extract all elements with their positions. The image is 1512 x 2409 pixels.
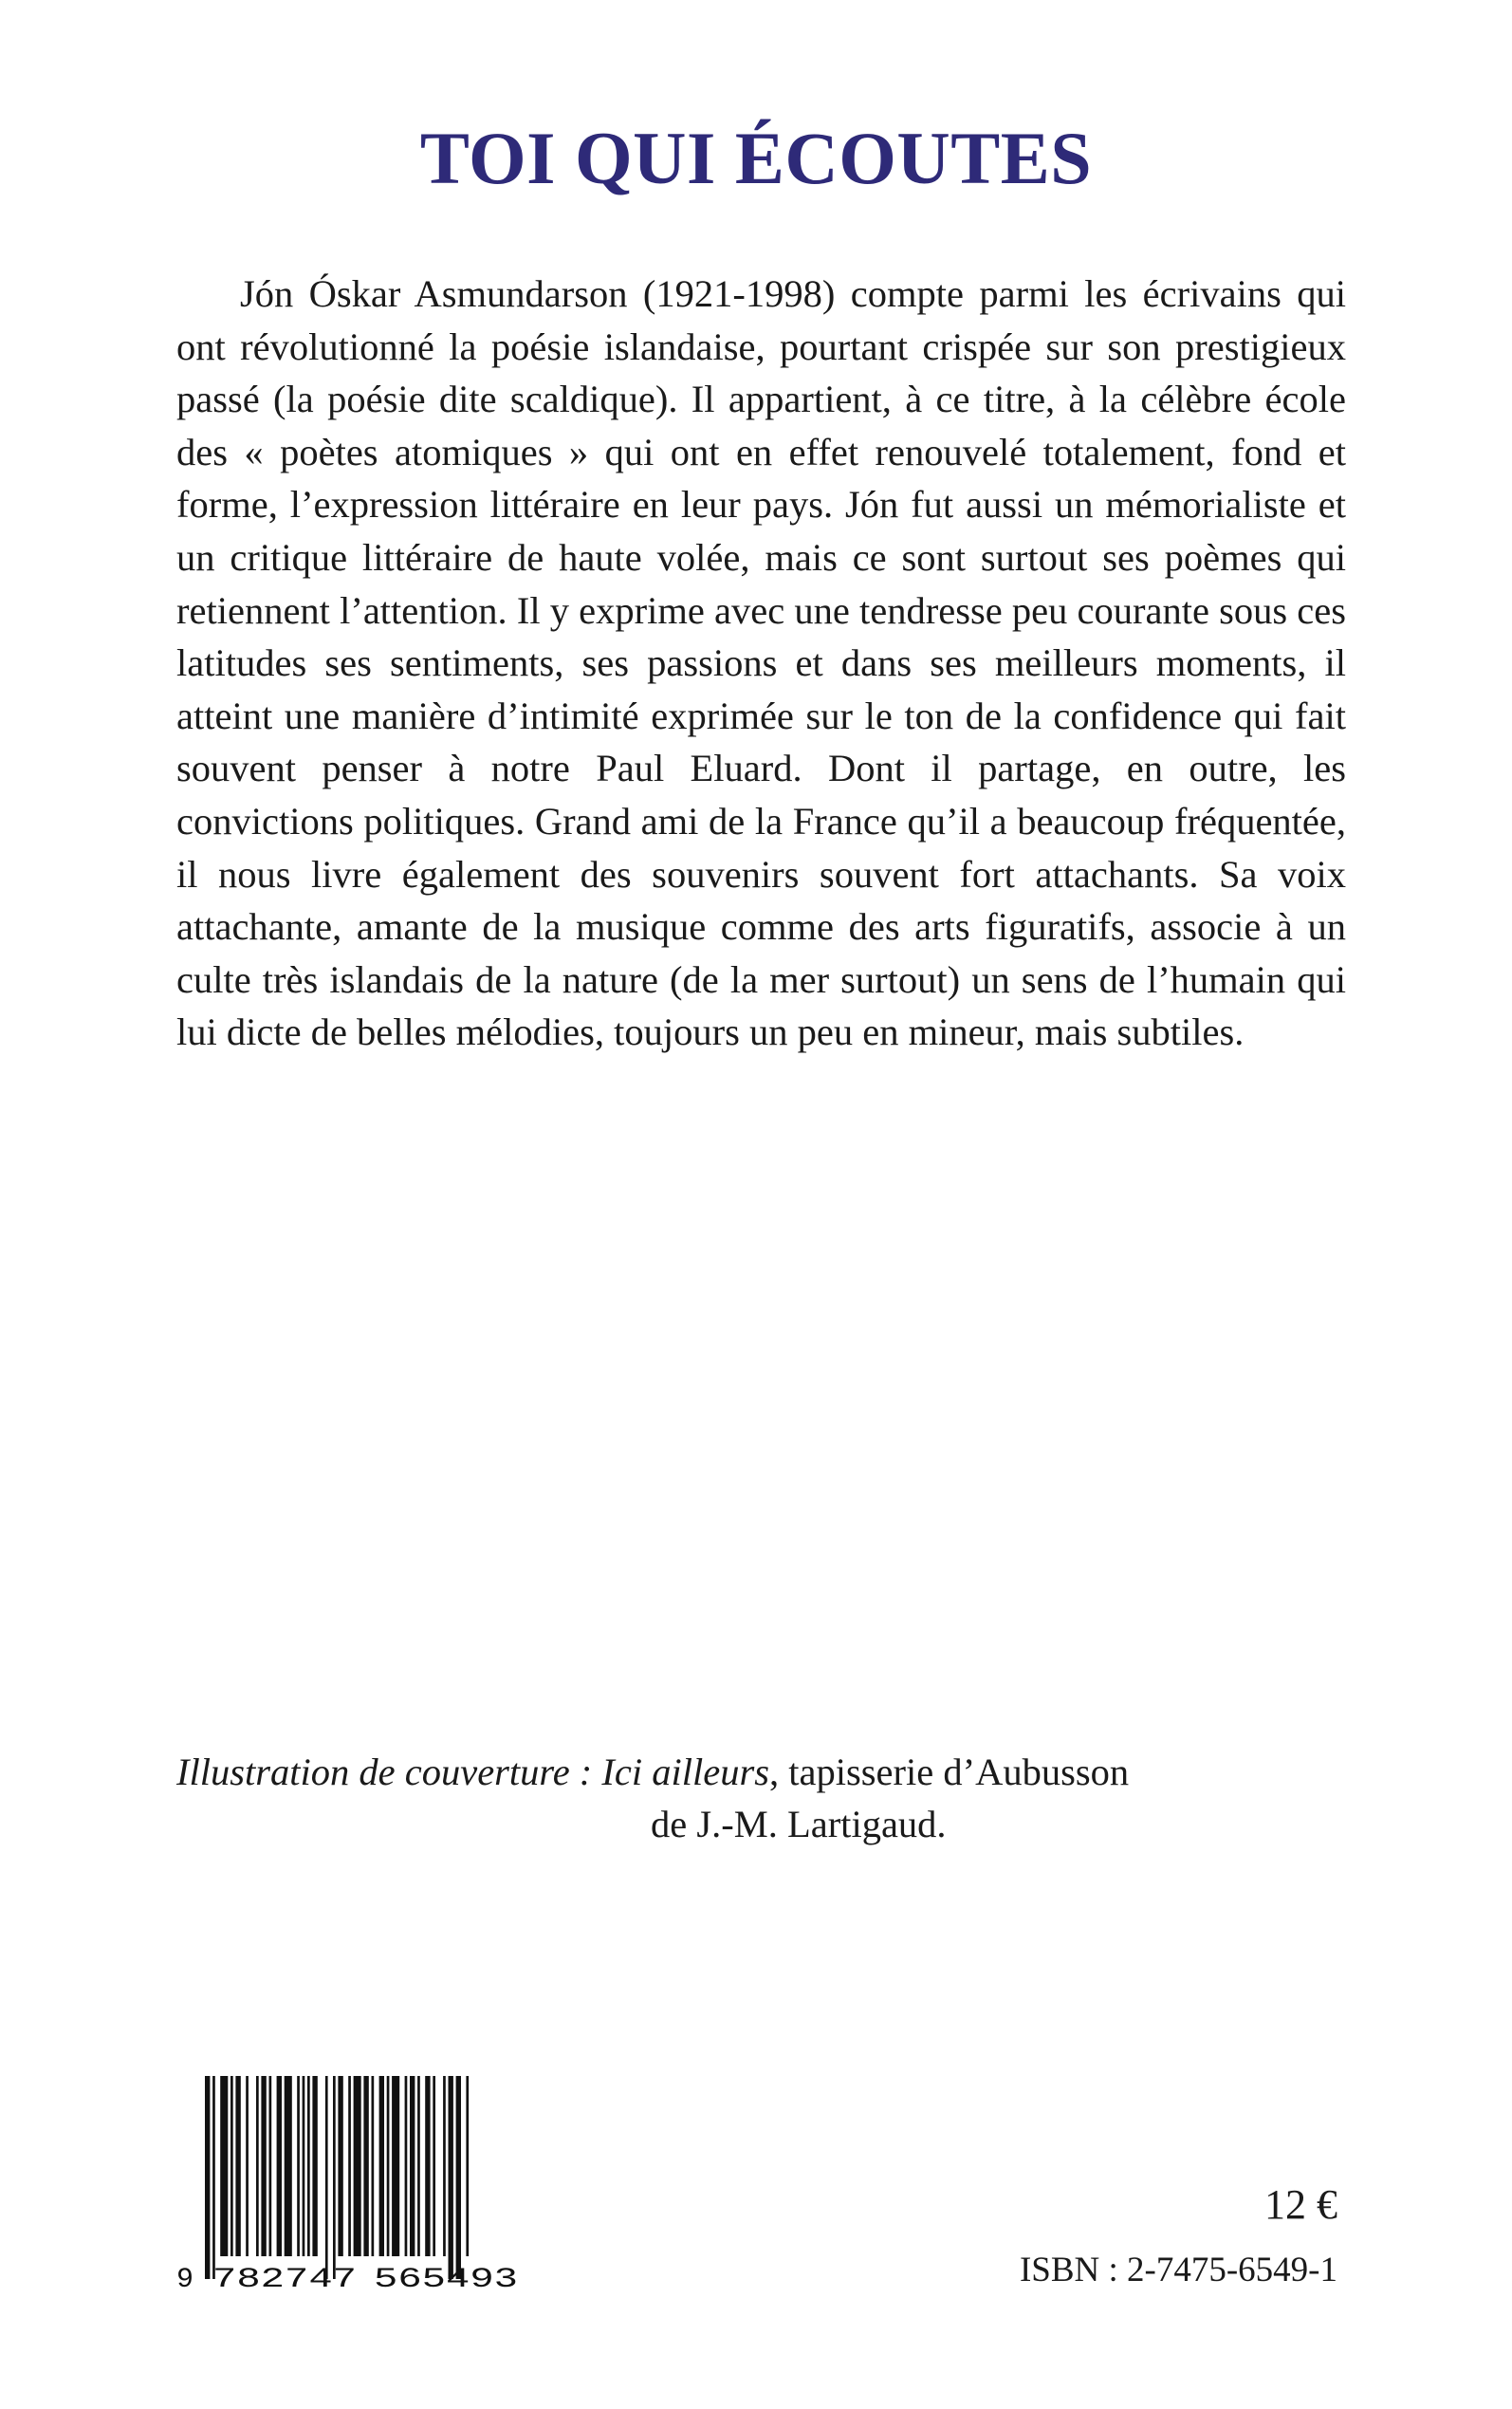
barcode-bar <box>392 2076 399 2256</box>
barcode-bar <box>354 2076 361 2256</box>
barcode-bar <box>277 2076 282 2256</box>
barcode-bar <box>285 2076 292 2256</box>
price: 12 € <box>1264 2181 1337 2228</box>
barcode-bar <box>256 2076 259 2256</box>
barcode-bar <box>220 2076 228 2256</box>
barcode <box>176 2076 558 2294</box>
book-blurb: Jón Óskar Asmundarson (1921-1998) compte parmi les écrivains qui ont révolutionné la poésie islandaise, pourtant crispée sur son prestigieux passé (la poésie dite scaldique). Il appartient, à ce titre, à la célèbre école des « poètes atomiques » qui ont en effet renouvelé totalement, fond et forme, l’expression littéraire en leur pays. Jón fut aussi un mémorialiste et un critique littéraire de haute volée, mais ce sont surtout ses poèmes qui retiennent l’attention. Il y exprime avec une tendresse peu courante sous ces latitudes ses sentiments, ses passions et dans ses meilleurs moments, il atteint une manière d’intimité exprimée sur le ton de la confidence qui fait souvent penser à notre Paul Eluard. Dont il partage, en outre, les convictions politiques. Grand ami de la France qu’il a beaucoup fréquentée, il nous livre également des souvenirs souvent fort attachants. Sa voix attachante, amante de la musique comme des arts figuratifs, associe à un culte très islandais de la nature (de la mer surtout) un sens de l’humain qui lui dicte de belles mélodies, toujours un peu en mineur, mais subtiles. <box>176 272 1346 1054</box>
barcode-bar <box>363 2076 368 2256</box>
barcode-bar <box>303 2076 305 2256</box>
barcode-bar <box>212 2076 215 2279</box>
barcode-bar <box>449 2076 453 2279</box>
barcode-bar <box>312 2076 317 2256</box>
barcode-bar <box>333 2076 336 2279</box>
credit-rest: , tapisserie d’Aubusson <box>769 1751 1130 1793</box>
isbn: ISBN : 2-7475-6549-1 <box>1019 2251 1337 2289</box>
barcode-bar <box>261 2076 266 2256</box>
barcode-bar <box>348 2076 351 2256</box>
credit-line-1 <box>176 1746 1346 1798</box>
credit-line-2: de J.-M. Lartigaud. <box>651 1803 947 1845</box>
barcode-bar <box>325 2076 328 2279</box>
barcode-bar <box>235 2076 240 2256</box>
barcode-bar <box>307 2076 310 2256</box>
barcode-digits-left: 782747 <box>212 2264 357 2294</box>
barcode-bars <box>205 2076 469 2279</box>
barcode-bar <box>297 2076 300 2256</box>
artwork-title: Ici ailleurs <box>601 1751 770 1793</box>
barcode-bar <box>205 2076 210 2279</box>
barcode-bar <box>433 2076 435 2256</box>
barcode-bar <box>269 2076 272 2256</box>
barcode-digits-right: 565493 <box>374 2264 518 2294</box>
barcode-bar <box>456 2076 461 2279</box>
barcode-bar <box>466 2076 469 2256</box>
barcode-bar <box>443 2076 446 2256</box>
barcode-bar <box>410 2076 415 2256</box>
credit-label: Illustration de couverture : <box>176 1751 602 1793</box>
barcode-bar <box>425 2076 430 2256</box>
barcode-digit-first: 9 <box>176 2264 194 2294</box>
barcode-bar <box>379 2076 384 2256</box>
barcode-bar <box>387 2076 390 2256</box>
barcode-bar <box>338 2076 342 2256</box>
barcode-bar <box>405 2076 408 2256</box>
cover-illustration-credit <box>176 1746 1346 1850</box>
barcode-bar <box>246 2076 249 2256</box>
barcode-bar <box>417 2076 420 2256</box>
barcode-bar <box>372 2076 375 2256</box>
book-title: TOI QUI ÉCOUTES <box>419 117 1093 199</box>
barcode-bar <box>230 2076 233 2256</box>
